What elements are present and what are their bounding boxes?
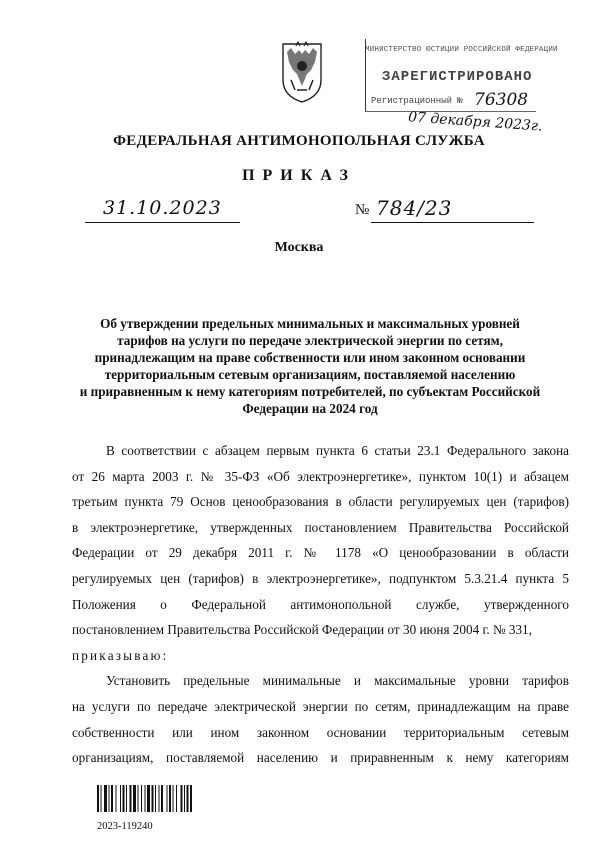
title-line: и приравненным к нему категориям потребителей, по субъектам Российской [79,383,541,399]
body-line: В соответствии с абзацем первым пункта 6 статьи 23.1 Федерального закона [106,443,569,458]
agency-name: ФЕДЕРАЛЬНАЯ АНТИМОНОПОЛЬНАЯ СЛУЖБА [113,133,485,149]
title-line: Федерации на 2024 год [242,400,378,416]
stamp-reg-label: Регистрационный № [371,96,463,106]
stamp-ministry: МИНИСТЕРСТВО ЮСТИЦИИ РОССИЙСКОЙ ФЕДЕРАЦИИ [365,46,558,54]
body-line: в электроэнергетике, утвержденных постановлением Правительства Российской [72,519,569,535]
document-body [72,438,569,771]
title-line: Об утверждении предельных минимальных и максимальных уровней [100,316,520,331]
order-number: 784/23 [376,196,453,220]
body-line: третьим пункта 79 Основ ценообразования в области регулируемых цен (тарифов) [72,494,569,510]
registration-stamp [365,39,558,137]
body-line: регулируемых цен (тарифов) в электроэнергетике», подпунктом 5.3.21.4 пункта 5 [72,570,569,586]
title-line: принадлежащим на праве собственности или ином законном основании [94,349,526,365]
order-date-field [85,197,240,223]
stamp-reg-number: 76308 [474,90,529,110]
body-line: постановлением Правительства Российской Федерации от 30 июня 2004 г. № 331, [72,622,532,638]
body-line: от 26 марта 2003 г. № 35-ФЗ «Об электроэнергетике», пунктом 10(1) и абзацем [72,468,569,484]
city: Москва [274,240,324,255]
order-number-field [371,196,534,223]
body-line: Установить предельные минимальные и максимальные уровни тарифов [106,673,569,689]
order-date: 31.10.2023 [103,197,222,219]
number-sign: № [355,202,370,218]
document-id: 2023-119240 [97,821,153,832]
document-type: ПРИКАЗ [242,167,356,184]
body-line: организациям, поставляемой населению и приравненным к нему категориям [72,750,569,766]
stamp-reg-date: 07 декабря 2023г. [407,109,543,135]
title-line: территориальным сетевым организациям, поставляемой населению [104,366,516,382]
body-line: Федерации от 29 декабря 2011 г. № 1178 «О ценообразовании в области [72,545,569,561]
body-line: Положения о Федеральной антимонопольной службе, утвержденного [72,596,569,612]
body-line: на услуги по передаче электрической энергии по сетям, принадлежащим на праве [72,698,569,714]
barcode [97,785,257,812]
order-word: приказываю: [72,647,169,663]
state-emblem-icon [277,40,327,104]
body-line: собственности или ином законном основании территориальным сетевым [72,724,569,740]
title-line: тарифов на услуги по передаче электрической энергии по сетям, [117,332,503,348]
stamp-registered: ЗАРЕГИСТРИРОВАНО [382,69,533,85]
document-title [70,316,550,417]
